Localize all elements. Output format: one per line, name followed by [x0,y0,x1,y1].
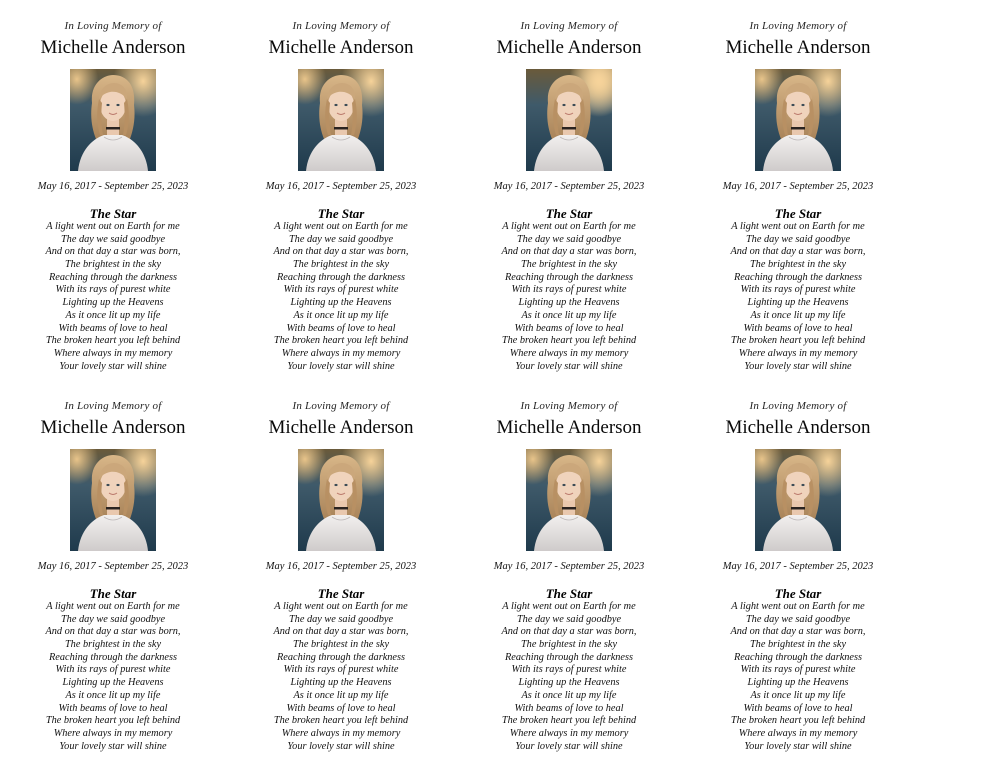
poem-lines [0,601,227,753]
poem-line: The broken heart you left behind [501,335,637,347]
poem-line: A light went out on Earth for me [502,221,636,232]
card-header: In Loving Memory of [64,20,162,32]
poem-line: The broken heart you left behind [730,335,866,347]
poem-line: The broken heart you left behind [45,335,181,347]
poem-line: With its rays of purest white [283,664,399,676]
card-name: Michelle Anderson [40,37,186,58]
poem-line: A light went out on Earth for me [46,221,180,232]
poem-line: Reaching through the darkness [733,271,863,283]
memorial-card-3 [455,20,683,392]
portrait-photo [755,69,841,171]
poem-line: The brightest in the sky [749,259,847,271]
poem-line: The brightest in the sky [520,639,618,651]
poem-line: Reaching through the darkness [733,651,863,663]
poem-line: Your lovely star will shine [287,740,395,752]
poem-line: And on that day a star was born, [501,246,637,258]
poem-lines [455,601,683,753]
poem-line: And on that day a star was born, [273,246,409,258]
poem-line: Your lovely star will shine [515,740,623,752]
portrait-photo-image [298,69,384,171]
card-dates: May 16, 2017 - September 25, 2023 [37,561,189,572]
poem-line: The day we said goodbye [745,233,851,245]
poem-line: Reaching through the darkness [276,271,406,283]
poem-lines [0,221,227,373]
poem-line: As it once lit up my life [521,689,617,701]
poem-title: The Star [545,206,593,221]
poem-line: Where always in my memory [738,347,858,359]
poem-line: A light went out on Earth for me [274,221,408,232]
poem-line: Lighting up the Heavens [290,297,392,309]
poem-line: A light went out on Earth for me [274,601,408,612]
poem-line: And on that day a star was born, [45,246,181,258]
poem-line: Where always in my memory [53,727,173,739]
card-name: Michelle Anderson [725,37,871,58]
poem-title: The Star [317,206,365,221]
poem-line: With its rays of purest white [511,664,627,676]
portrait-photo [70,69,156,171]
poem-line: Lighting up the Heavens [747,297,849,309]
poem-line: A light went out on Earth for me [731,221,865,232]
portrait-photo-image [298,449,384,551]
poem-line: And on that day a star was born, [45,626,181,638]
poem-line: With beams of love to heal [743,702,853,714]
poem-line: Your lovely star will shine [59,360,167,372]
portrait-photo-image [70,69,156,171]
card-dates: May 16, 2017 - September 25, 2023 [265,181,417,192]
poem-line: With beams of love to heal [286,702,396,714]
card-name: Michelle Anderson [268,37,414,58]
card-name: Michelle Anderson [725,417,871,438]
poem-line: The brightest in the sky [520,259,618,271]
poem-title: The Star [774,586,822,601]
poem-line: The brightest in the sky [64,259,162,271]
poem-line: With beams of love to heal [514,702,624,714]
portrait-photo [298,449,384,551]
poem-line: The day we said goodbye [288,233,394,245]
memorial-card-7 [455,400,683,772]
card-dates: May 16, 2017 - September 25, 2023 [37,181,189,192]
portrait-photo [755,449,841,551]
portrait-photo-image [755,69,841,171]
poem-line: As it once lit up my life [293,309,389,321]
poem-line: With beams of love to heal [514,322,624,334]
poem-line: The broken heart you left behind [273,335,409,347]
poem-line: And on that day a star was born, [273,626,409,638]
poem-line: As it once lit up my life [65,309,161,321]
poem-line: Lighting up the Heavens [62,297,164,309]
poem-line: Reaching through the darkness [504,651,634,663]
portrait-photo-image [526,69,612,171]
portrait-photo-image [70,449,156,551]
card-header: In Loving Memory of [64,400,162,412]
poem-line: Reaching through the darkness [276,651,406,663]
poem-line: With its rays of purest white [55,284,171,296]
memorial-card-4 [684,20,912,392]
card-header: In Loving Memory of [292,400,390,412]
card-dates: May 16, 2017 - September 25, 2023 [722,561,874,572]
memorial-card-1 [0,20,227,392]
portrait-photo-image [526,449,612,551]
poem-line: Your lovely star will shine [744,740,852,752]
poem-line: The broken heart you left behind [730,715,866,727]
poem-line: Your lovely star will shine [287,360,395,372]
poem-line: Where always in my memory [53,347,173,359]
poem-line: The broken heart you left behind [45,715,181,727]
portrait-photo [526,449,612,551]
card-dates: May 16, 2017 - September 25, 2023 [722,181,874,192]
poem-line: Where always in my memory [738,727,858,739]
poem-line: The day we said goodbye [516,613,622,625]
card-name: Michelle Anderson [268,417,414,438]
poem-line: Your lovely star will shine [515,360,623,372]
card-header: In Loving Memory of [520,20,618,32]
poem-line: A light went out on Earth for me [731,601,865,612]
poem-line: The broken heart you left behind [501,715,637,727]
poem-line: As it once lit up my life [521,309,617,321]
portrait-photo [298,69,384,171]
memorial-card-6 [227,400,455,772]
poem-line: As it once lit up my life [65,689,161,701]
poem-line: And on that day a star was born, [730,626,866,638]
memorial-card-5 [0,400,227,772]
poem-line: Lighting up the Heavens [518,677,620,689]
card-header: In Loving Memory of [292,20,390,32]
card-name: Michelle Anderson [496,417,642,438]
card-dates: May 16, 2017 - September 25, 2023 [493,181,645,192]
poem-line: The day we said goodbye [60,233,166,245]
poem-line: The brightest in the sky [292,259,390,271]
poem-line: With its rays of purest white [283,284,399,296]
poem-line: Reaching through the darkness [48,271,178,283]
poem-line: Reaching through the darkness [504,271,634,283]
poem-line: A light went out on Earth for me [502,601,636,612]
poem-line: Reaching through the darkness [48,651,178,663]
poem-line: The brightest in the sky [292,639,390,651]
poem-lines [227,601,455,753]
poem-line: Lighting up the Heavens [518,297,620,309]
poem-line: Where always in my memory [281,347,401,359]
card-dates: May 16, 2017 - September 25, 2023 [493,561,645,572]
poem-lines [227,221,455,373]
poem-line: Lighting up the Heavens [290,677,392,689]
poem-line: With beams of love to heal [743,322,853,334]
poem-lines [455,221,683,373]
poem-line: With beams of love to heal [58,322,168,334]
card-header: In Loving Memory of [749,400,847,412]
poem-line: As it once lit up my life [750,309,846,321]
poem-line: As it once lit up my life [750,689,846,701]
poem-line: Your lovely star will shine [744,360,852,372]
poem-title: The Star [89,206,137,221]
poem-line: With its rays of purest white [511,284,627,296]
poem-line: The day we said goodbye [516,233,622,245]
card-name: Michelle Anderson [496,37,642,58]
poem-title: The Star [317,586,365,601]
poem-title: The Star [89,586,137,601]
poem-line: And on that day a star was born, [501,626,637,638]
poem-line: With its rays of purest white [740,664,856,676]
poem-title: The Star [545,586,593,601]
poem-line: With beams of love to heal [286,322,396,334]
poem-line: The brightest in the sky [64,639,162,651]
poem-line: A light went out on Earth for me [46,601,180,612]
poem-line: With its rays of purest white [740,284,856,296]
poem-line: Your lovely star will shine [59,740,167,752]
poem-line: The day we said goodbye [745,613,851,625]
poem-line: Where always in my memory [509,727,629,739]
memorial-card-2 [227,20,455,392]
poem-line: And on that day a star was born, [730,246,866,258]
card-header: In Loving Memory of [520,400,618,412]
poem-line: The day we said goodbye [288,613,394,625]
poem-line: The day we said goodbye [60,613,166,625]
card-header: In Loving Memory of [749,20,847,32]
poem-line: With its rays of purest white [55,664,171,676]
poem-lines [684,221,912,373]
poem-title: The Star [774,206,822,221]
poem-line: Lighting up the Heavens [62,677,164,689]
card-name: Michelle Anderson [40,417,186,438]
poem-line: Where always in my memory [281,727,401,739]
poem-line: The broken heart you left behind [273,715,409,727]
poem-line: Where always in my memory [509,347,629,359]
poem-line: The brightest in the sky [749,639,847,651]
portrait-photo-image [755,449,841,551]
portrait-photo [70,449,156,551]
poem-line: With beams of love to heal [58,702,168,714]
poem-line: As it once lit up my life [293,689,389,701]
portrait-photo [526,69,612,171]
poem-line: Lighting up the Heavens [747,677,849,689]
card-dates: May 16, 2017 - September 25, 2023 [265,561,417,572]
poem-lines [684,601,912,753]
memorial-card-8 [684,400,912,772]
